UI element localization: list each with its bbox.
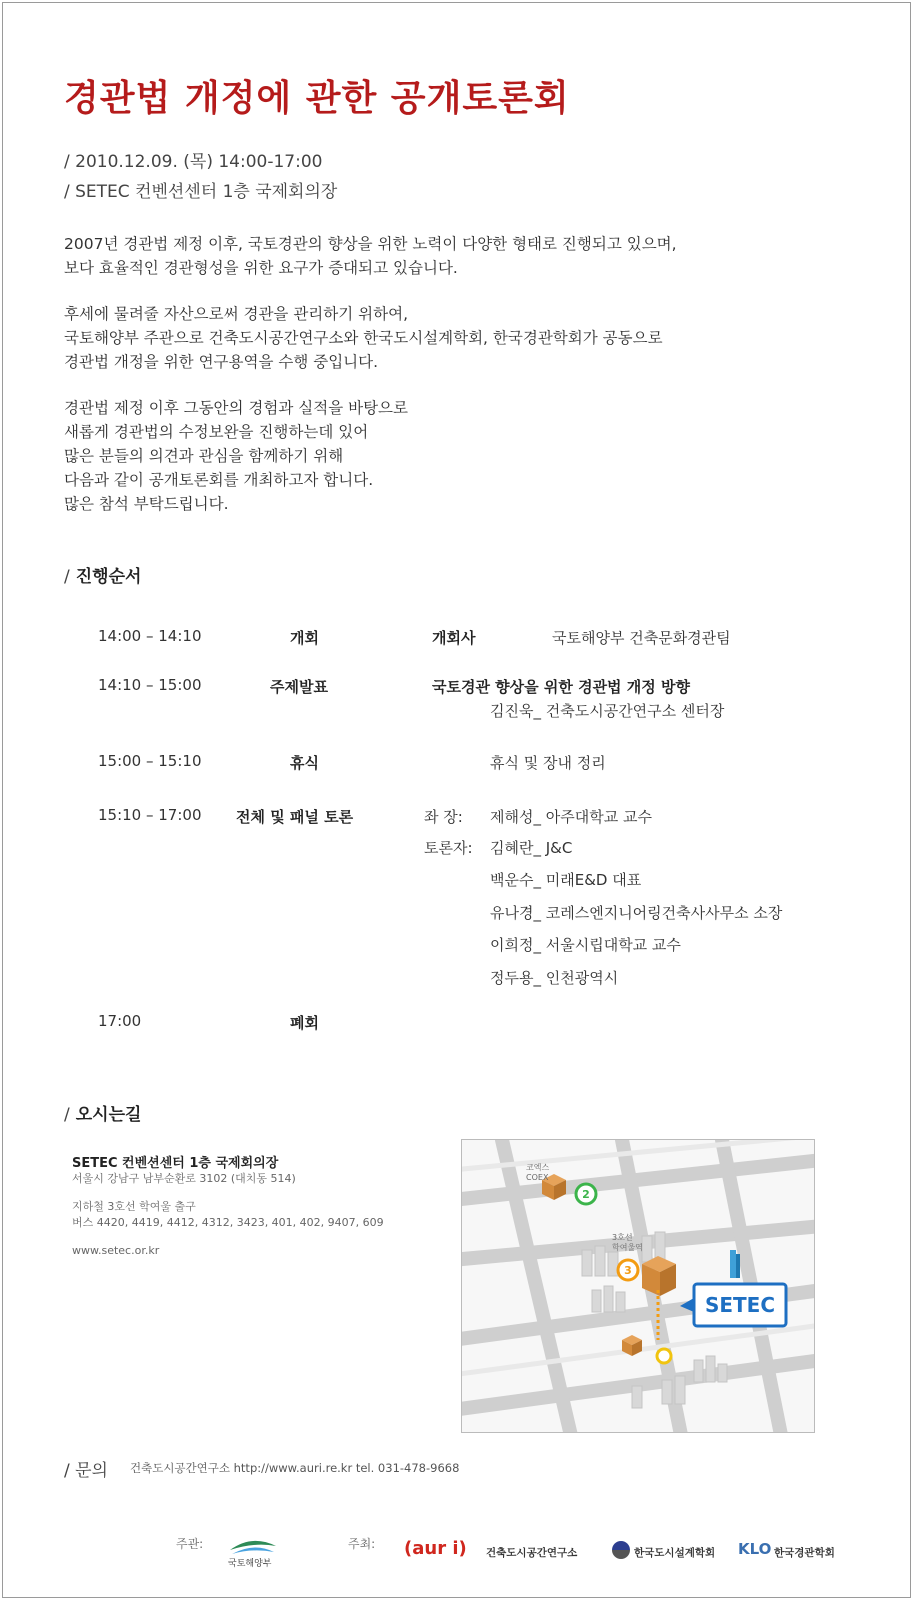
program-heading-text: 진행순서 <box>75 567 142 587</box>
line2-number: 2 <box>582 1188 590 1201</box>
klo-name: 한국경관학회 <box>774 1547 835 1559</box>
program-heading <box>64 562 141 587</box>
venue-address: 서울시 강남구 남부순환로 3102 (대치동 514) <box>72 1172 296 1185</box>
panelist: 김혜란_ J&C <box>490 839 573 857</box>
intro-paragraph: 경관법 제정 이후 그동안의 경험과 실적을 바탕으로 새롭게 경관법의 수정보완을 진행하는데 있어 많은 분들의 의견과 관심을 함께하기 위해 다음과 같이 공개토론회를 개최하고자 합니다. 많은 참석 부탁드립니다. <box>64 399 408 513</box>
directions-heading <box>64 1100 141 1125</box>
klo-logo: KLO <box>738 1540 772 1558</box>
line2-station-icon <box>576 1184 596 1204</box>
mltm-logo <box>222 1534 284 1574</box>
map-label-station: 학여울역 <box>612 1243 643 1252</box>
schedule-time: 14:00 – 14:10 <box>98 627 202 645</box>
setec-callout <box>680 1284 786 1326</box>
contact-label: / 문의 <box>64 1461 108 1481</box>
heading-slash: / <box>64 1105 70 1125</box>
page-title: 경관법 개정에 관한 공개토론회 <box>64 78 570 119</box>
venue-name: SETEC 컨벤션센터 1층 국제회의장 <box>72 1156 279 1171</box>
auri-logo: (aur i) <box>404 1538 467 1559</box>
map-graphic <box>462 1140 815 1433</box>
venue-subway: 지하철 3호선 학여울 출구 <box>72 1200 196 1213</box>
svg-text:3: 3 <box>624 1264 632 1277</box>
panelist: 유나경_ 코레스엔지니어링건축사사무소 소장 <box>490 904 783 922</box>
schedule-event: 폐회 <box>290 1014 319 1032</box>
bus-stop-icon <box>657 1349 671 1363</box>
location-map <box>461 1139 815 1433</box>
schedule-detail: 김진욱_ 건축도시공간연구소 센터장 <box>490 702 725 720</box>
directions-heading-text: 오시는길 <box>75 1105 142 1125</box>
setec-label: SETEC <box>704 1293 776 1317</box>
chair-name: 제해성_ 아주대학교 교수 <box>490 808 652 826</box>
kudi-name: 한국도시설계학회 <box>634 1547 716 1559</box>
map-label-coex-ko: 코엑스 <box>526 1163 550 1172</box>
blue-tower <box>730 1250 740 1278</box>
intro-text <box>64 232 884 538</box>
chair-label: 좌 장: <box>424 808 463 826</box>
intro-paragraph: 2007년 경관법 제정 이후, 국토경관의 향상을 위한 노력이 다양한 형태로 진행되고 있으며, 보다 효율적인 경관형성을 위한 요구가 증대되고 있습니다. <box>64 235 677 277</box>
schedule-role: 개회사 <box>432 629 476 647</box>
intro-paragraph: 후세에 물려줄 자산으로써 경관을 관리하기 위하여, 국토해양부 주관으로 건축도시공간연구소와 한국도시설계학회, 한국경관학회가 공동으로 경관법 개정을 위한 연구용역을 수행 중입니다. <box>64 305 663 371</box>
schedule-event: 전체 및 패널 토론 <box>236 808 354 826</box>
mltm-name: 국토해양부 <box>228 1559 272 1569</box>
map-label-coex-en: COEX <box>526 1173 549 1182</box>
venue-bus: 버스 4420, 4419, 4412, 4312, 3423, 401, 402, 9407, 609 <box>72 1216 384 1229</box>
panelist: 정두용_ 인천광역시 <box>490 969 619 987</box>
map-label-line3: 3호선 <box>612 1233 633 1242</box>
schedule-detail: 휴식 및 장내 정리 <box>490 754 606 772</box>
schedule-time: 15:00 – 15:10 <box>98 752 202 770</box>
kudi-logo-icon <box>612 1541 630 1559</box>
panelist: 이희정_ 서울시립대학교 교수 <box>490 936 681 954</box>
schedule-time: 15:10 – 17:00 <box>98 806 202 824</box>
host-label: 주관: <box>176 1537 204 1551</box>
schedule-event: 주제발표 <box>270 678 328 696</box>
line3-station-icon <box>618 1260 638 1280</box>
organizer-label: 주최: <box>348 1537 376 1551</box>
event-place: / SETEC 컨벤션센터 1층 국제회의장 <box>64 182 338 202</box>
schedule-event: 개회 <box>290 629 319 647</box>
schedule-time: 17:00 <box>98 1012 142 1030</box>
schedule-topic: 국토경관 향상을 위한 경관법 개정 방향 <box>432 678 690 696</box>
venue-website[interactable]: www.setec.or.kr <box>72 1244 160 1257</box>
panel-label: 토론자: <box>424 839 473 857</box>
contact-info: 건축도시공간연구소 http://www.auri.re.kr tel. 031-478-9668 <box>130 1461 460 1475</box>
schedule-time: 14:10 – 15:00 <box>98 676 202 694</box>
auri-name: 건축도시공간연구소 <box>486 1547 578 1559</box>
panelist: 백운수_ 미래E&D 대표 <box>490 871 642 889</box>
schedule-detail: 국토해양부 건축문화경관팀 <box>552 629 731 647</box>
heading-slash: / <box>64 567 70 587</box>
schedule-event: 휴식 <box>290 754 319 772</box>
event-date: / 2010.12.09. (목) 14:00-17:00 <box>64 152 323 172</box>
